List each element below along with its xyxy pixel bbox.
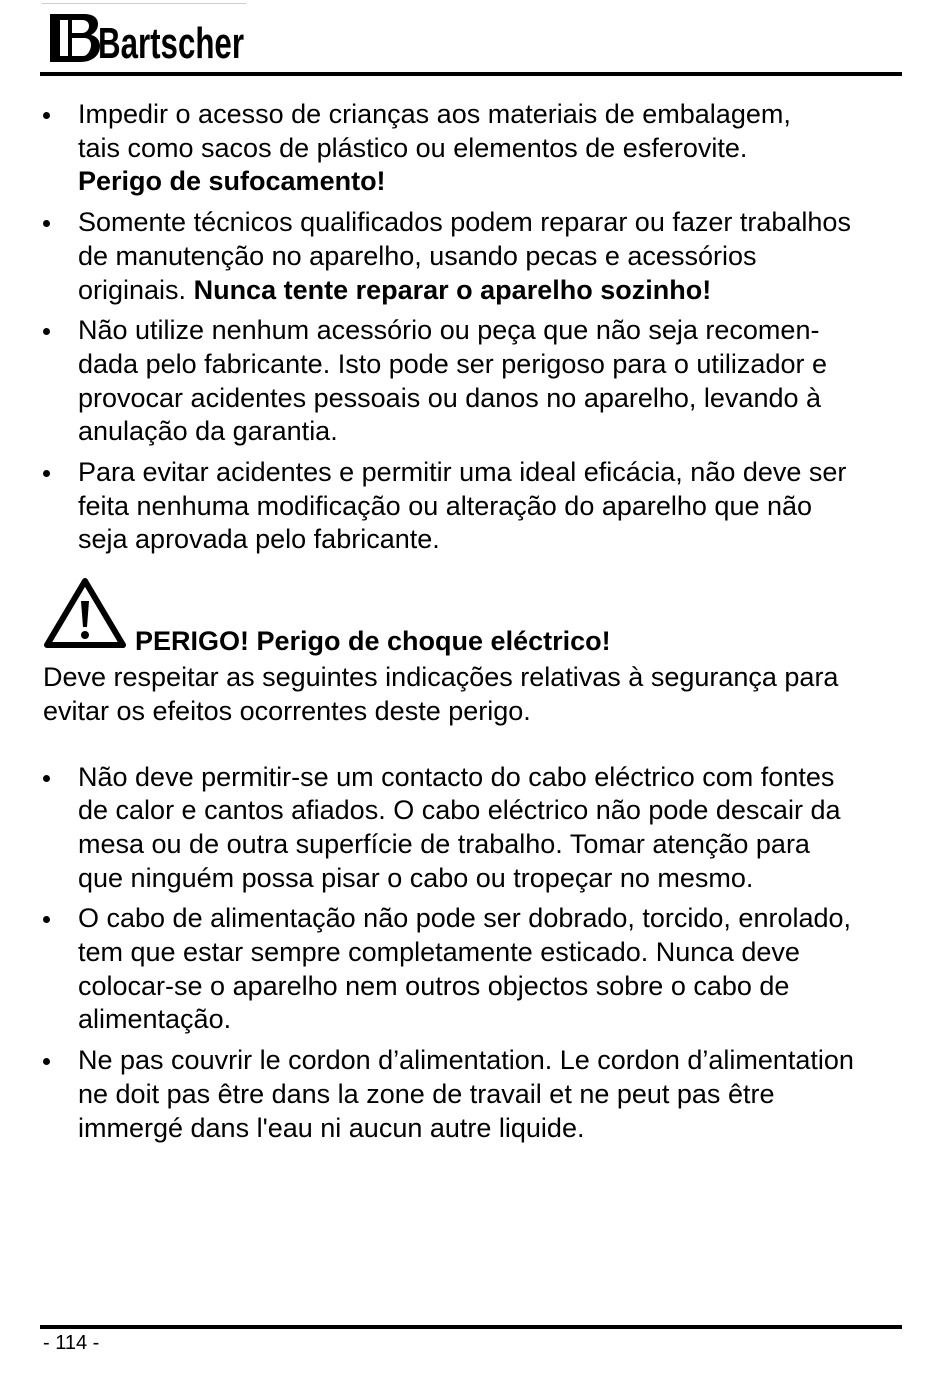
bullet-icon [43, 916, 50, 923]
page-number: - 114 - [43, 1332, 100, 1354]
warning-heading [43, 577, 923, 661]
bullet-icon [43, 220, 50, 227]
list-item [43, 902, 923, 1037]
item-text: que ninguém possa pisar o cabo ou tropeçar no mesmo. [78, 862, 754, 893]
bullet-icon [43, 775, 50, 782]
item-text: Impedir o acesso de crianças aos materiais de embalagem, [78, 99, 791, 129]
item-text: ne doit pas être dans la zone de travail et ne peut pas être [78, 1078, 775, 1109]
list-item [43, 206, 923, 307]
item-text: originais. [78, 274, 187, 305]
item-text: seja aprovada pelo fabricante. [78, 524, 440, 555]
item-text: alimentação. [78, 1004, 232, 1035]
item-text: Ne pas couvrir le cordon d’alimentation. Le cordon d’alimentation [78, 1045, 854, 1076]
bullet-icon [43, 1058, 50, 1065]
item-text: dada pelo fabricante. Isto pode ser perigoso para o utilizador e [78, 348, 827, 379]
bullet-icon [43, 328, 50, 335]
item-emphasis: Nunca tente reparar o aparelho sozinho! [193, 274, 712, 305]
footer-rule [40, 1325, 902, 1329]
warning-intro [43, 661, 913, 728]
bartscher-logo [46, 2, 246, 72]
item-text: tem que estar sempre completamente esticado. Nunca deve [78, 937, 800, 968]
item-text: tais como sacos de plástico ou elementos de esferovite. [78, 132, 748, 163]
item-text: Para evitar acidentes e permitir uma ideal eficácia, não deve ser [78, 457, 847, 488]
item-text: feita nenhuma modificação ou alteração do aparelho que não [78, 490, 813, 521]
item-text: colocar-se o aparelho nem outros objectos sobre o cabo de [78, 970, 790, 1001]
warning-title: PERIGO! Perigo de choque eléctrico! [135, 626, 611, 657]
safety-list-electrical [43, 761, 923, 1146]
item-text: Não utilize nenhum acessório ou peça que não seja recomen- [78, 315, 820, 346]
item-text: Somente técnicos qualificados podem reparar ou fazer trabalhos [78, 207, 851, 238]
bullet-icon [43, 112, 50, 119]
item-emphasis: Perigo de sufocamento! [78, 166, 386, 197]
item-text: provocar acidentes pessoais ou danos no aparelho, levando à [78, 382, 822, 413]
item-text: de calor e cantos afiados. O cabo eléctrico não pode descair da [78, 795, 841, 826]
warning-triangle-icon [43, 577, 127, 651]
bullet-icon [43, 470, 50, 477]
list-item [43, 456, 923, 557]
list-item [43, 98, 923, 199]
list-item [43, 314, 923, 449]
document-body [43, 98, 923, 1152]
list-item [43, 1044, 923, 1145]
intro-text: Deve respeitar as seguintes indicações relativas à segurança para [43, 662, 839, 693]
item-text: anulação da garantia. [78, 416, 338, 447]
list-item [43, 761, 923, 896]
item-text: immergé dans l'eau ni aucun autre liquide. [78, 1112, 585, 1143]
item-text: Não deve permitir-se um contacto do cabo eléctrico com fontes [78, 761, 835, 792]
item-text: mesa ou de outra superfície de trabalho. Tomar atenção para [78, 828, 810, 859]
intro-text: evitar os efeitos ocorrentes deste perigo. [43, 695, 531, 726]
item-text: O cabo de alimentação não pode ser dobrado, torcido, enrolado, [78, 903, 852, 934]
page-header [40, 0, 902, 78]
logo-wordmark: Bartscher [98, 19, 244, 68]
header-rule [40, 72, 902, 76]
safety-list-general [43, 98, 923, 557]
item-text: de manutenção no aparelho, usando pecas e acessórios [78, 240, 757, 271]
